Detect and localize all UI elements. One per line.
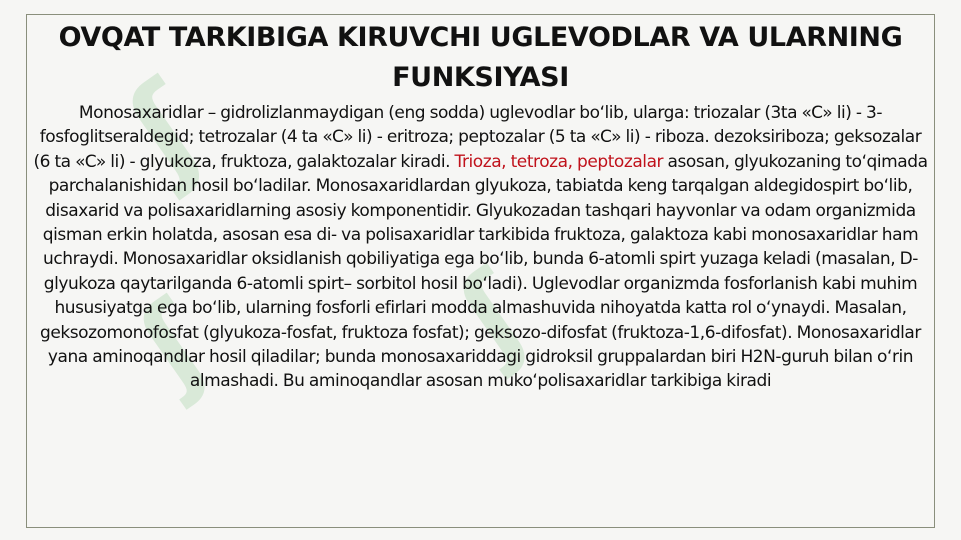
body-text-part1: Monosaxaridlar – gidrolizlanmaydigan (eng sodda) uglevodlar bo‘lib, ularga: triozalar (3ta «C» li) - 3-fosfoglitseraldegid; tetrozalar (4 ta «C» li) - eritroza; peptozalar (5 ta «C» li) - riboza. dezoksiriboza; geksozalar (6 ta «C» li) - glyukoza, fruktoza, galaktozalar kiradi. (33, 103, 922, 172)
watermark-logo: ʃ (437, 248, 549, 380)
watermark-logo: ʃ (117, 278, 229, 410)
body-text-part2: asosan, glyukozaning to‘qimada parchalanishidan hosil bo‘ladilar. Monosaxaridlardan glyukoza, tabiatda keng tarqalgan aldegidospirt bo‘lib, disaxarid va polisaxaridlarning asosiy komponentidir. Glyukozadan tashqari hayvonlar va odam organizmida qisman erkin holatda, asosan esa di- va polisaxaridlar tarkibida fruktoza, galaktoza kabi monosaxaridlar ham uchraydi. Monosaxaridlar oksidlanish qobiliyatiga ega bo‘lib, bunda 6-atomli spirt yuzaga keladi (masalan, D-glyukoza qaytarilganda 6-atomli spirt– sorbitol hosil bo‘ladi). Uglevodlar organizmda fosforlanish kabi muhim hususiyatga ega bo‘lib, ularning fosforli efirlari modda almashuvida nihoyatda katta rol o‘ynaydi. Masalan, geksozomonofosfat (glyukoza-fosfat, fruktoza fosfat); geksozo-difosfat (fruktoza-1,6-difosfat). Monosaxaridlar yana aminoqandlar hosil qiladilar; bunda monosaxariddagi gidroksil gruppalardan biri H2N-guruh bilan o‘rin almashadi. Bu aminoqandlar asosan muko‘polisaxaridlar tarkibiga kiradi (40, 151, 928, 392)
slide-title: OVQAT TARKIBIGA KIRUVCHI UGLEVODLAR VA ULARNING FUNKSIYASI (58, 22, 903, 93)
body-text-highlight: Trioza, tetroza, peptozalar (454, 151, 664, 172)
slide-body-text (30, 101, 931, 394)
watermark-logo: ʃ (104, 58, 226, 201)
